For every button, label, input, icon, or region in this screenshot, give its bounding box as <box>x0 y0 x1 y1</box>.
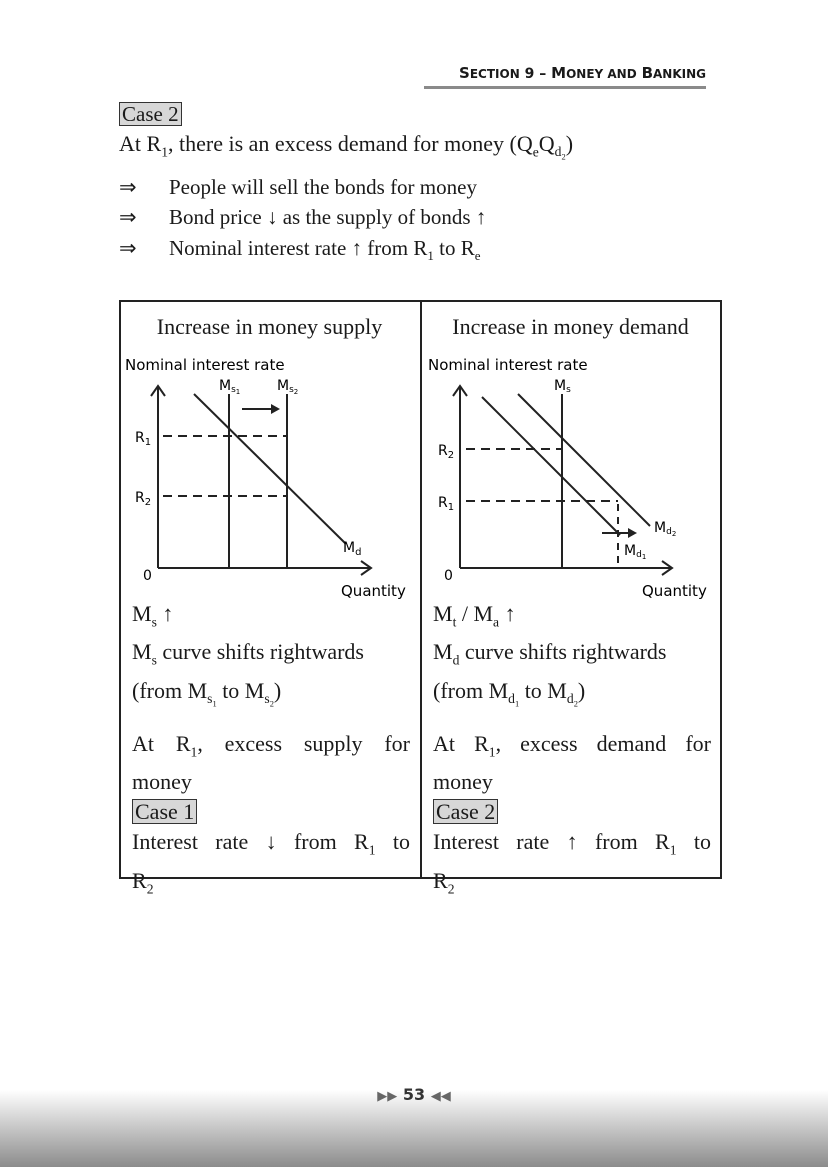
back-icon: ◀◀ <box>430 1089 451 1104</box>
forward-icon: ▶▶ <box>377 1089 398 1104</box>
shift-arrow-icon <box>271 404 280 414</box>
money-demand-column <box>422 302 719 897</box>
md1-curve <box>482 397 620 535</box>
case-2-label: Case 2 <box>119 102 182 127</box>
implication-3: ⇒ Nominal interest rate ↑ from $R_1$ to $R_e$ <box>119 236 481 264</box>
md1-label: Md1 <box>624 543 647 561</box>
left-line-1: $M_s$ ↑ <box>132 601 174 630</box>
md-curve <box>194 394 346 544</box>
section-header: SECTION 9 – MONEY AND BANKING <box>424 64 706 89</box>
page-number: 53 <box>402 1085 426 1104</box>
md2-label: Md2 <box>654 520 677 538</box>
implication-2: ⇒ Bond price ↓ as the supply of bonds ↑ <box>119 205 487 229</box>
case-2-box: Case 2 <box>433 797 711 827</box>
implies-icon: ⇒ <box>119 205 137 229</box>
left-line-5: Interest rate ↓ from $R_1$ to $R_2$ <box>132 829 410 897</box>
intro-text: At $R_1$, there is an excess demand for money $(Q_eQ_{d_2})$ <box>119 131 574 163</box>
right-line-3: (from $M_{d_1}$ to $M_{d_2}$) <box>433 677 586 709</box>
ms-label: Ms <box>554 378 571 395</box>
left-line-4: At $R_1$, excess supply for money <box>132 730 410 795</box>
left-explanation <box>132 599 410 904</box>
right-line-1: $M_t / M_a$ ↑ <box>433 601 516 630</box>
implication-1: ⇒ People will sell the bonds for money <box>119 175 477 199</box>
comparison-table <box>119 300 722 897</box>
money-supply-diagram <box>121 352 418 602</box>
right-line-5: Interest rate ↑ from $R_1$ to $R_2$ <box>433 829 711 897</box>
y-axis-label: Nominal interest rate <box>125 356 285 374</box>
origin-label: 0 <box>444 568 453 584</box>
origin-label: 0 <box>143 568 152 584</box>
left-line-2: $M_s$ curve shifts rightwards <box>132 639 364 668</box>
right-line-4: At $R_1$, excess demand for money <box>433 730 711 795</box>
implies-icon: ⇒ <box>119 236 137 260</box>
md-label: $M_d$ <box>343 540 362 558</box>
ms1-label: Ms1 <box>219 378 241 396</box>
r1-label: $R_1$ <box>135 430 152 448</box>
money-supply-column <box>121 302 418 897</box>
r2-label: $R_2$ <box>438 443 455 461</box>
r2-label: $R_2$ <box>135 490 152 508</box>
case-1-label: Case 1 <box>132 797 410 827</box>
right-line-2: $M_d$ curve shifts rightwards <box>433 639 667 668</box>
money-demand-diagram <box>422 352 719 602</box>
y-axis-label: Nominal interest rate <box>428 356 588 374</box>
right-title: Increase in money demand <box>452 314 689 339</box>
shift-arrow-icon <box>628 528 637 538</box>
r1-label: $R_1$ <box>438 495 455 513</box>
x-axis-label: Quantity <box>341 582 406 600</box>
right-explanation <box>433 599 711 904</box>
implies-icon: ⇒ <box>119 175 137 199</box>
md2-curve <box>518 394 650 526</box>
x-axis-label: Quantity <box>642 582 707 600</box>
page-footer <box>0 1085 828 1104</box>
left-title: Increase in money supply <box>156 314 383 339</box>
ms2-label: Ms2 <box>277 378 299 396</box>
left-line-3: (from $M_{s_1}$ to $M_{s_2}$) <box>132 677 282 709</box>
